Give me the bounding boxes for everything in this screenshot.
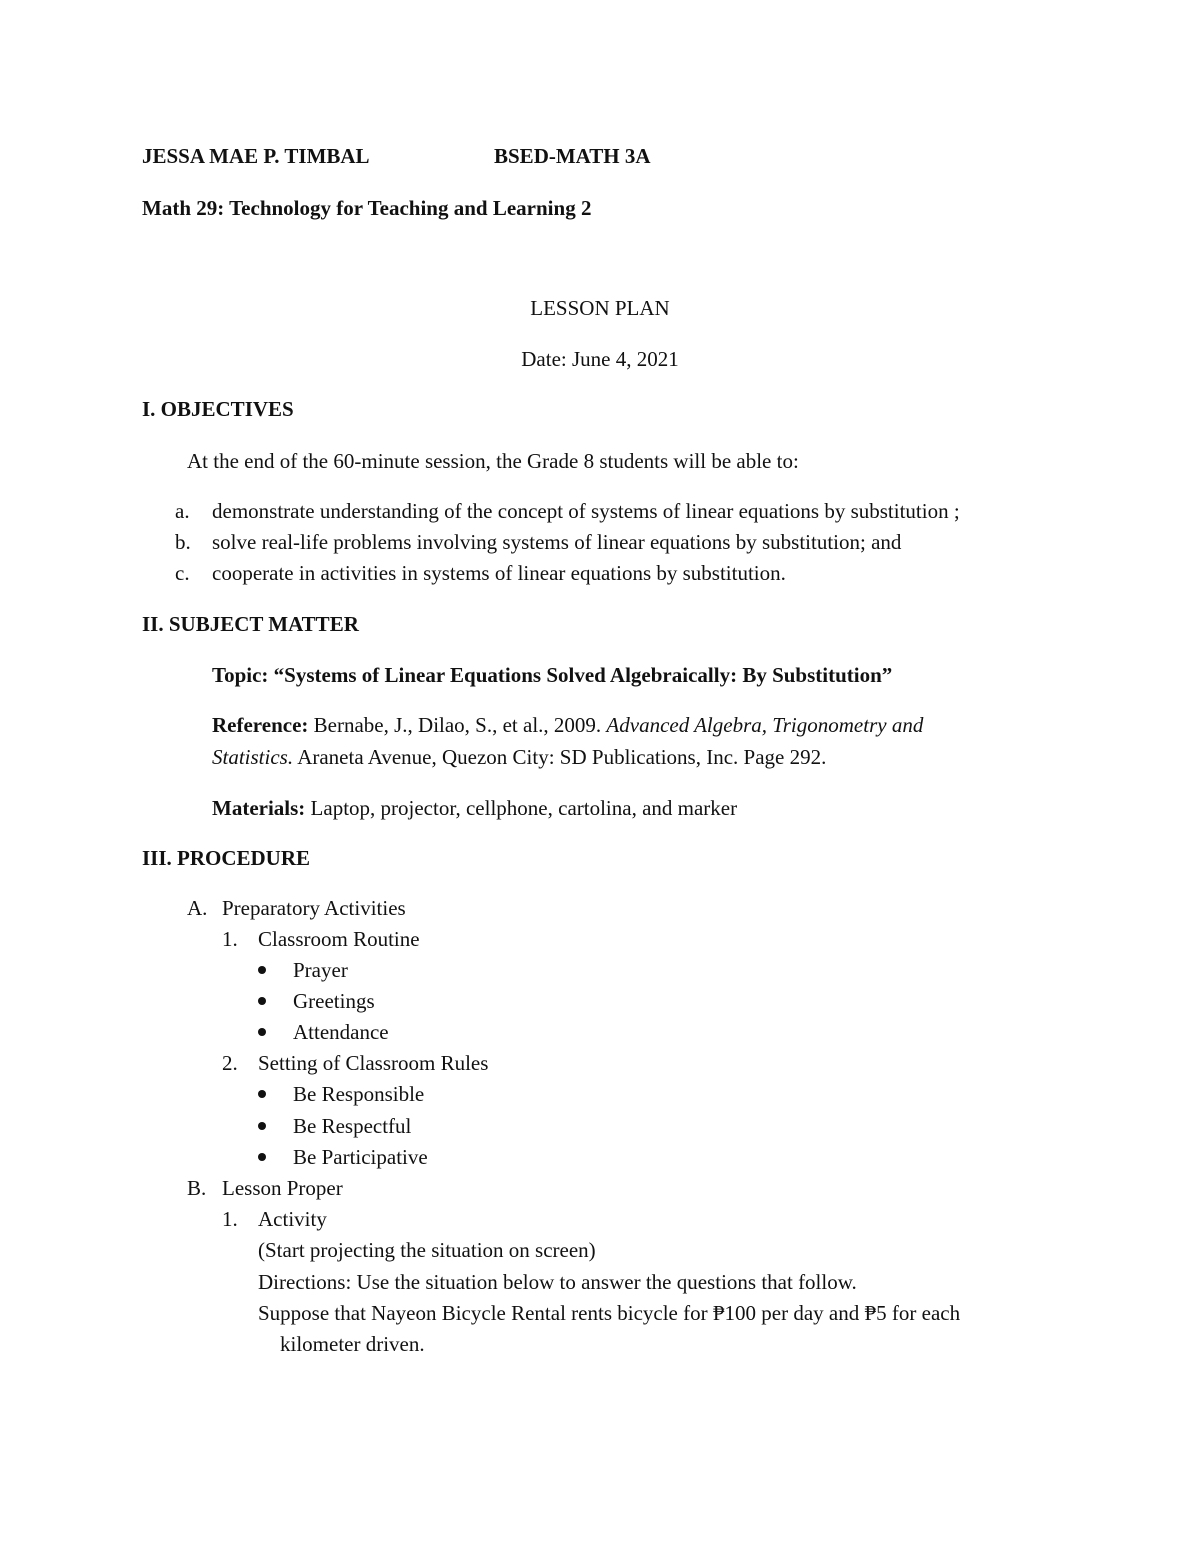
bullet-icon: [258, 1028, 266, 1036]
objectives-intro: At the end of the 60-minute session, the Grade 8 students will be able to:: [187, 449, 799, 473]
reference-label: Reference:: [212, 713, 309, 737]
reference-book-title: Advanced Algebra, Trigonometry and: [606, 713, 924, 737]
materials-label: Materials:: [212, 796, 306, 820]
section-marker: B.: [187, 1176, 207, 1200]
routine-item: Greetings: [293, 989, 375, 1013]
rule-item: Be Respectful: [293, 1114, 412, 1138]
lesson-proper-label: Lesson Proper: [222, 1176, 343, 1200]
activity-situation-cont: kilometer driven.: [280, 1332, 425, 1356]
activity-situation: Suppose that Nayeon Bicycle Rental rents bicycle for ₱100 per day and ₱5 for each: [258, 1301, 961, 1325]
objective-marker: a.: [175, 499, 190, 523]
reference-line-1: [212, 710, 923, 741]
step-marker: 2.: [222, 1051, 238, 1075]
objective-marker: c.: [175, 561, 190, 585]
course-title: Math 29: Technology for Teaching and Learning 2: [142, 196, 592, 220]
reference-book-title-cont: Statistics.: [212, 745, 294, 769]
procedure-heading: III. PROCEDURE: [142, 846, 311, 870]
step-marker: 1.: [222, 927, 238, 951]
activity-note: (Start projecting the situation on screen): [258, 1238, 596, 1262]
bullet-icon: [258, 997, 266, 1005]
classroom-rules-label: Setting of Classroom Rules: [258, 1051, 489, 1075]
step-marker: 1.: [222, 1207, 238, 1231]
reference-authors: Bernabe, J., Dilao, S., et al., 2009.: [313, 713, 602, 737]
classroom-routine-label: Classroom Routine: [258, 927, 420, 951]
section-marker: A.: [187, 896, 208, 920]
document-title: LESSON PLAN: [530, 296, 670, 320]
topic-line: [212, 660, 892, 691]
materials-value: Laptop, projector, cellphone, cartolina, and marker: [310, 796, 738, 820]
objective-item: demonstrate understanding of the concept of systems of linear equations by substitution ;: [212, 499, 960, 523]
bullet-icon: [258, 966, 266, 974]
objective-marker: b.: [175, 530, 191, 554]
student-section: BSED-MATH 3A: [494, 144, 651, 168]
routine-item: Attendance: [293, 1020, 389, 1044]
bullet-icon: [258, 1122, 266, 1130]
document-date: Date: June 4, 2021: [521, 347, 679, 371]
topic-label: Topic:: [212, 663, 269, 687]
reference-publisher: Araneta Avenue, Quezon City: SD Publications, Inc. Page 292.: [297, 745, 827, 769]
objective-item: cooperate in activities in systems of linear equations by substitution.: [212, 561, 786, 585]
objectives-heading: I. OBJECTIVES: [142, 397, 294, 421]
activity-label: Activity: [258, 1207, 327, 1231]
topic-value: “Systems of Linear Equations Solved Algebraically: By Substitution”: [273, 663, 893, 687]
bullet-icon: [258, 1090, 266, 1098]
rule-item: Be Responsible: [293, 1082, 425, 1106]
activity-directions: Directions: Use the situation below to answer the questions that follow.: [258, 1270, 857, 1294]
reference-line-2: [212, 742, 826, 773]
bullet-icon: [258, 1153, 266, 1161]
materials-line: [212, 793, 737, 824]
preparatory-activities-label: Preparatory Activities: [222, 896, 406, 920]
subject-matter-heading: II. SUBJECT MATTER: [142, 612, 359, 636]
student-name: JESSA MAE P. TIMBAL: [142, 144, 370, 168]
objective-item: solve real-life problems involving systems of linear equations by substitution; and: [212, 530, 902, 554]
rule-item: Be Participative: [293, 1145, 428, 1169]
routine-item: Prayer: [293, 958, 348, 982]
